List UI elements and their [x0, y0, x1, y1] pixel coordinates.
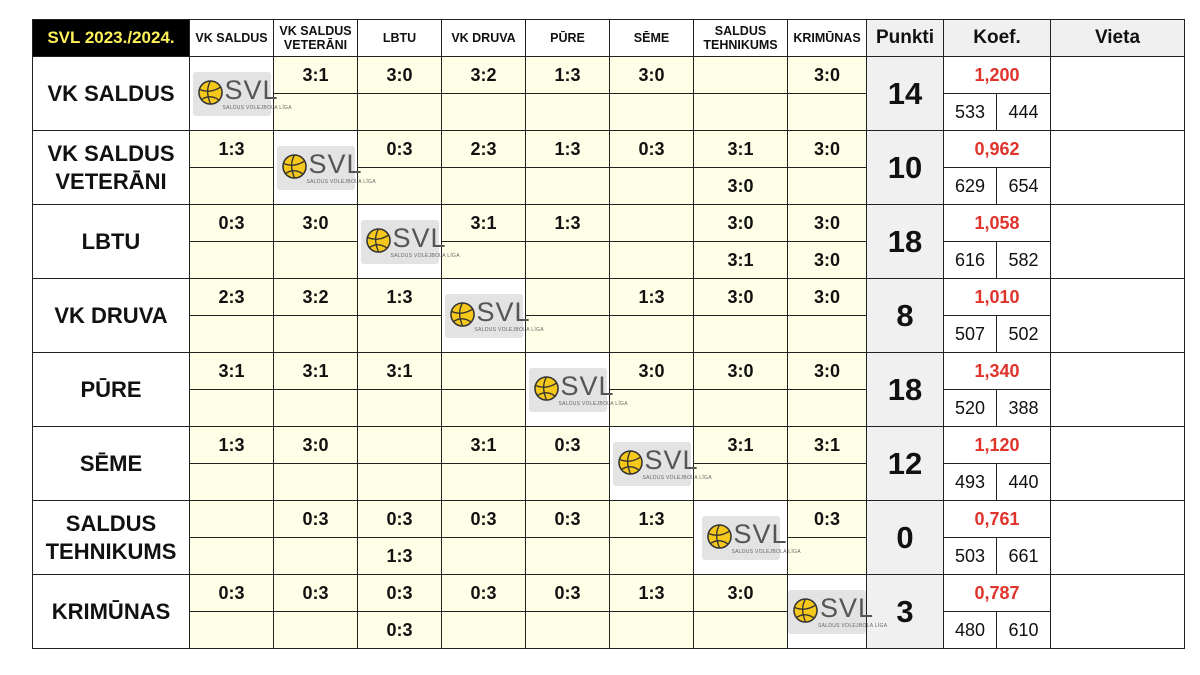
svl-logo: [193, 72, 292, 116]
score-cell: [788, 390, 867, 427]
score-cell: 3:1: [694, 131, 788, 168]
team-row-second: [33, 316, 1185, 353]
score-cell: 1:3: [526, 205, 610, 242]
score-cell: [190, 390, 274, 427]
self-match-cell: [358, 205, 460, 279]
score-cell: 0:3: [442, 575, 526, 612]
score-cell: 3:0: [694, 205, 788, 242]
volleyball-icon: [707, 524, 732, 549]
score-cell: 1:3: [190, 427, 274, 464]
score-cell: [190, 168, 274, 205]
koef-value: 0,761: [944, 501, 1051, 538]
score-cell: [358, 316, 442, 353]
team-name: LBTU: [33, 205, 190, 279]
score-cell: 3:0: [358, 57, 442, 94]
team-row: [33, 353, 1185, 390]
score-cell: [442, 353, 526, 390]
score-cell: [442, 390, 526, 427]
score-cell: [610, 168, 694, 205]
score-cell: [358, 390, 442, 427]
svl-logo: [445, 294, 544, 338]
points-lost: 582: [997, 242, 1051, 279]
points-cell: 18: [867, 205, 944, 279]
column-header: SALDUS TEHNIKUMS: [694, 20, 788, 57]
score-cell: 0:3: [610, 131, 694, 168]
score-cell: 0:3: [274, 501, 358, 538]
points-won: 493: [944, 464, 997, 501]
score-cell: [694, 612, 788, 649]
score-cell: 3:1: [358, 353, 442, 390]
score-cell: 3:0: [274, 427, 358, 464]
table-title: SVL 2023./2024.: [33, 20, 190, 57]
points-won: 629: [944, 168, 997, 205]
score-cell: 3:2: [442, 57, 526, 94]
points-won: 503: [944, 538, 997, 575]
self-match-cell: [442, 279, 544, 353]
score-cell: [610, 390, 694, 427]
volleyball-icon: [198, 80, 223, 105]
points-cell: 10: [867, 131, 944, 205]
koef-value: 1,200: [944, 57, 1051, 94]
team-row: [33, 205, 1185, 242]
score-cell: 1:3: [526, 131, 610, 168]
logo-subtitle: SALDUS VOLEJBOLA LĪGA: [222, 104, 292, 111]
score-cell: [442, 538, 526, 575]
score-cell: 3:1: [274, 353, 358, 390]
svl-logo: [277, 146, 376, 190]
team-name: SALDUS TEHNIKUMS: [33, 501, 190, 575]
team-row: [33, 131, 1185, 168]
score-cell: [526, 538, 610, 575]
score-cell: [190, 316, 274, 353]
score-cell: 3:1: [442, 205, 526, 242]
score-cell: 0:3: [526, 427, 610, 464]
score-cell: [610, 94, 694, 131]
score-cell: 3:1: [190, 353, 274, 390]
points-lost: 661: [997, 538, 1051, 575]
team-name: SĒME: [33, 427, 190, 501]
score-cell: [358, 168, 442, 205]
score-cell: 3:0: [610, 57, 694, 94]
logo-subtitle: SALDUS VOLEJBOLA LĪGA: [818, 622, 888, 629]
score-cell: [610, 612, 694, 649]
score-cell: [526, 464, 610, 501]
score-cell: [274, 612, 358, 649]
score-cell: [190, 538, 274, 575]
column-header: KRIMŪNAS: [788, 20, 867, 57]
score-cell: [526, 316, 610, 353]
vieta-cell: [1051, 501, 1185, 575]
score-cell: 2:3: [442, 131, 526, 168]
score-cell: [190, 612, 274, 649]
score-cell: [442, 242, 526, 279]
volleyball-icon: [618, 450, 643, 475]
points-lost: 610: [997, 612, 1051, 649]
score-cell: 3:0: [274, 205, 358, 242]
points-cell: 8: [867, 279, 944, 353]
points-won: 616: [944, 242, 997, 279]
column-header: VK DRUVA: [442, 20, 526, 57]
score-cell: 3:0: [788, 131, 867, 168]
score-cell: [358, 427, 442, 464]
points-won: 480: [944, 612, 997, 649]
score-cell: 3:1: [694, 242, 788, 279]
score-cell: [788, 538, 867, 575]
score-cell: [274, 538, 358, 575]
points-cell: 3: [867, 575, 944, 649]
koef-value: 0,962: [944, 131, 1051, 168]
team-name: KRIMŪNAS: [33, 575, 190, 649]
score-cell: 3:0: [788, 353, 867, 390]
team-name: VK DRUVA: [33, 279, 190, 353]
svl-logo: [361, 220, 460, 264]
points-lost: 444: [997, 94, 1051, 131]
column-header: LBTU: [358, 20, 442, 57]
volleyball-icon: [793, 598, 818, 623]
points-won: 520: [944, 390, 997, 427]
score-cell: 0:3: [190, 575, 274, 612]
column-header: VK SALDUS: [190, 20, 274, 57]
score-cell: [610, 316, 694, 353]
score-cell: [788, 94, 867, 131]
score-cell: [526, 242, 610, 279]
koef-value: 1,010: [944, 279, 1051, 316]
score-cell: [526, 279, 610, 316]
team-name: VK SALDUS: [33, 57, 190, 131]
score-cell: [526, 168, 610, 205]
score-cell: [694, 390, 788, 427]
score-cell: 3:0: [788, 242, 867, 279]
score-cell: 2:3: [190, 279, 274, 316]
score-cell: 0:3: [358, 612, 442, 649]
team-row-second: [33, 464, 1185, 501]
volleyball-icon: [366, 228, 391, 253]
score-cell: 3:0: [788, 205, 867, 242]
team-row: [33, 427, 1185, 464]
header-row: [33, 20, 1185, 57]
punkti-header: Punkti: [867, 20, 944, 57]
score-cell: 0:3: [190, 205, 274, 242]
vieta-cell: [1051, 427, 1185, 501]
points-won: 533: [944, 94, 997, 131]
team-row: [33, 575, 1185, 612]
self-match-cell: [190, 57, 292, 131]
score-cell: [610, 205, 694, 242]
score-cell: 3:1: [788, 427, 867, 464]
logo-text: SVL: [224, 74, 279, 105]
volleyball-icon: [282, 154, 307, 179]
team-row: [33, 279, 1185, 316]
volleyball-icon: [450, 302, 475, 327]
score-cell: 1:3: [610, 279, 694, 316]
score-cell: [442, 94, 526, 131]
score-cell: 3:0: [610, 353, 694, 390]
self-match-cell: [610, 427, 712, 501]
score-cell: 0:3: [358, 575, 442, 612]
score-cell: [442, 168, 526, 205]
svl-logo: [613, 442, 712, 486]
score-cell: 0:3: [274, 575, 358, 612]
score-cell: 1:3: [358, 279, 442, 316]
koef-value: 0,787: [944, 575, 1051, 612]
points-lost: 654: [997, 168, 1051, 205]
logo-subtitle: SALDUS VOLEJBOLA LĪGA: [558, 400, 628, 407]
self-match-cell: [788, 575, 888, 649]
points-cell: 18: [867, 353, 944, 427]
score-cell: [358, 94, 442, 131]
score-cell: 0:3: [358, 131, 442, 168]
koef-value: 1,340: [944, 353, 1051, 390]
score-cell: 0:3: [788, 501, 867, 538]
svl-logo: [702, 516, 801, 560]
score-cell: 1:3: [610, 501, 694, 538]
score-cell: 0:3: [526, 501, 610, 538]
logo-subtitle: SALDUS VOLEJBOLA LĪGA: [390, 252, 460, 259]
svl-logo: [788, 590, 888, 634]
score-cell: 1:3: [358, 538, 442, 575]
score-cell: 3:1: [274, 57, 358, 94]
logo-subtitle: SALDUS VOLEJBOLA LĪGA: [306, 178, 376, 185]
score-cell: [526, 612, 610, 649]
self-match-cell: [526, 353, 628, 427]
points-won: 507: [944, 316, 997, 353]
score-cell: [694, 94, 788, 131]
column-header: VK SALDUS VETERĀNI: [274, 20, 358, 57]
score-cell: 3:1: [694, 427, 788, 464]
svl-logo: [529, 368, 628, 412]
score-cell: 3:0: [694, 168, 788, 205]
score-cell: 0:3: [358, 501, 442, 538]
points-cell: 14: [867, 57, 944, 131]
self-match-cell: [274, 131, 376, 205]
points-lost: 502: [997, 316, 1051, 353]
score-cell: 3:0: [694, 353, 788, 390]
vieta-cell: [1051, 131, 1185, 205]
vieta-header: Vieta: [1051, 20, 1185, 57]
team-row: [33, 57, 1185, 94]
standings-table: [32, 19, 1185, 649]
logo-subtitle: SALDUS VOLEJBOLA LĪGA: [474, 326, 544, 333]
column-header: PŪRE: [526, 20, 610, 57]
logo-text: SVL: [476, 296, 531, 327]
score-cell: 1:3: [526, 57, 610, 94]
team-row: [33, 501, 1185, 538]
logo-text: SVL: [644, 444, 699, 475]
score-cell: 1:3: [190, 131, 274, 168]
score-cell: 0:3: [442, 501, 526, 538]
score-cell: [274, 94, 358, 131]
score-cell: [190, 242, 274, 279]
points-cell: 12: [867, 427, 944, 501]
score-cell: 3:0: [694, 575, 788, 612]
team-row-second: [33, 612, 1185, 649]
logo-text: SVL: [820, 592, 875, 623]
score-cell: 3:0: [788, 279, 867, 316]
team-row-second: [33, 242, 1185, 279]
points-lost: 440: [997, 464, 1051, 501]
vieta-cell: [1051, 279, 1185, 353]
koef-value: 1,058: [944, 205, 1051, 242]
team-row-second: [33, 538, 1185, 575]
score-cell: [442, 612, 526, 649]
score-cell: [190, 501, 274, 538]
logo-subtitle: SALDUS VOLEJBOLA LĪGA: [642, 474, 712, 481]
logo-subtitle: SALDUS VOLEJBOLA LĪGA: [731, 548, 801, 555]
team-name: VK SALDUS VETERĀNI: [33, 131, 190, 205]
score-cell: [274, 316, 358, 353]
team-row-second: [33, 168, 1185, 205]
score-cell: [694, 316, 788, 353]
score-cell: [610, 242, 694, 279]
score-cell: [274, 390, 358, 427]
score-cell: 3:0: [788, 57, 867, 94]
score-cell: 1:3: [610, 575, 694, 612]
score-cell: [788, 316, 867, 353]
koef-value: 1,120: [944, 427, 1051, 464]
logo-text: SVL: [392, 222, 447, 253]
score-cell: [274, 242, 358, 279]
points-cell: 0: [867, 501, 944, 575]
vieta-cell: [1051, 353, 1185, 427]
score-cell: [610, 538, 694, 575]
score-cell: 3:0: [694, 279, 788, 316]
points-lost: 388: [997, 390, 1051, 427]
vieta-cell: [1051, 57, 1185, 131]
score-cell: [694, 57, 788, 94]
score-cell: [788, 168, 867, 205]
score-cell: [274, 464, 358, 501]
score-cell: 0:3: [526, 575, 610, 612]
logo-text: SVL: [560, 370, 615, 401]
logo-text: SVL: [733, 518, 788, 549]
logo-text: SVL: [308, 148, 363, 179]
score-cell: [788, 464, 867, 501]
score-cell: [526, 94, 610, 131]
vieta-cell: [1051, 205, 1185, 279]
koef-header: Koef.: [944, 20, 1051, 57]
column-header: SĒME: [610, 20, 694, 57]
score-cell: [190, 464, 274, 501]
score-cell: 3:2: [274, 279, 358, 316]
team-name: PŪRE: [33, 353, 190, 427]
vieta-cell: [1051, 575, 1185, 649]
score-cell: [694, 464, 788, 501]
volleyball-icon: [534, 376, 559, 401]
self-match-cell: [694, 501, 801, 575]
score-cell: [358, 464, 442, 501]
score-cell: [442, 464, 526, 501]
score-cell: 3:1: [442, 427, 526, 464]
